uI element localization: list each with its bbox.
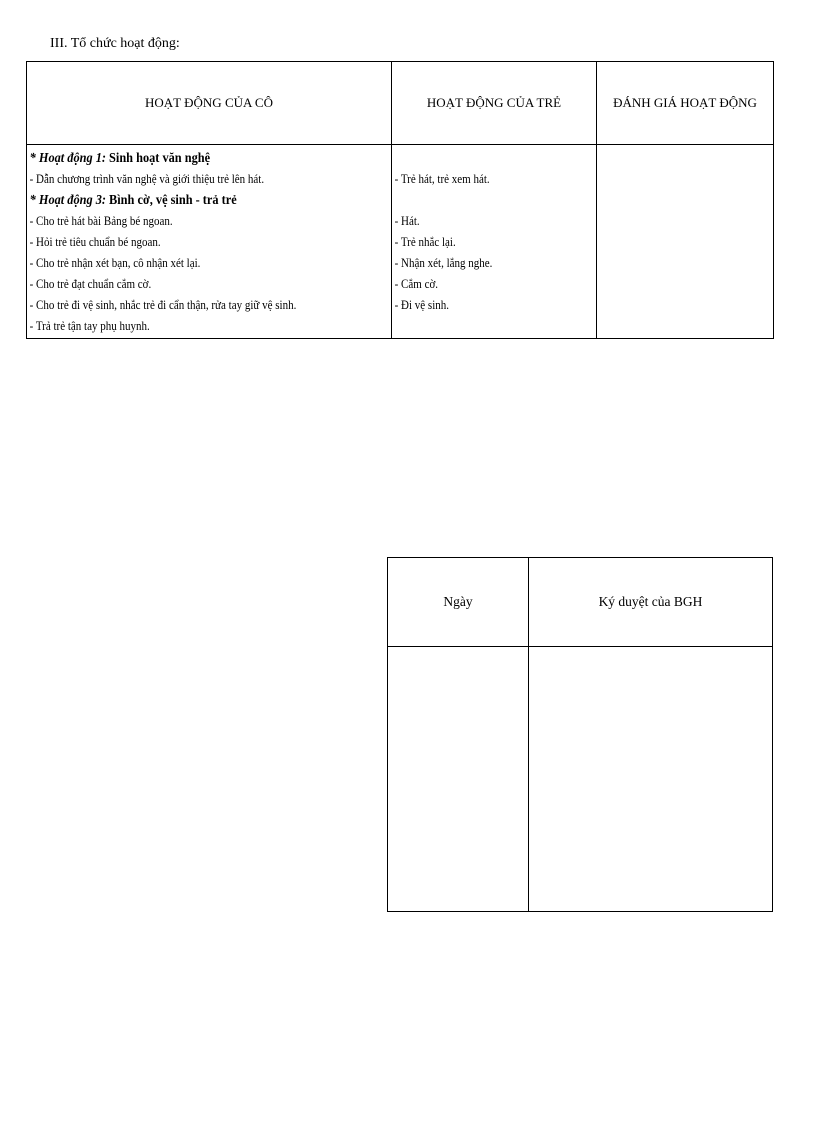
list-item: - Trẻ nhắc lại. — [394, 235, 456, 249]
list-item: - Cho trẻ hát bài Bảng bé ngoan. — [29, 214, 173, 228]
activity-3-label: * Hoạt động 3: — [29, 193, 106, 208]
header-children-activity: HOẠT ĐỘNG CỦA TRẺ — [392, 62, 597, 145]
list-item: - Cho trẻ nhận xét bạn, cô nhận xét lại. — [29, 256, 201, 270]
list-item: - Cho trẻ đi vệ sinh, nhắc trẻ đi cẩn thận, rửa tay giữ vệ sinh. — [29, 298, 297, 312]
header-activity-evaluation: ĐÁNH GIÁ HOẠT ĐỘNG — [597, 62, 774, 145]
list-item: - Nhận xét, lắng nghe. — [394, 256, 493, 270]
table-row — [27, 145, 774, 339]
activity-1-heading — [27, 148, 347, 169]
list-item: - Đi vệ sinh. — [394, 298, 450, 312]
list-item: - Trả trẻ tận tay phụ huynh. — [29, 319, 150, 333]
activity-3-title: Bình cờ, vệ sinh - trả trẻ — [105, 193, 237, 208]
approval-table — [387, 557, 773, 912]
list-item: - Dẫn chương trình văn nghệ và giới thiệu trẻ lên hát. — [29, 172, 265, 186]
list-item: - Cho trẻ đạt chuẩn cắm cờ. — [29, 277, 152, 291]
list-item: - Trẻ hát, trẻ xem hát. — [394, 172, 490, 186]
approval-header-row — [388, 558, 773, 647]
activity-1-label: * Hoạt động 1: — [29, 151, 106, 166]
approval-header: Ký duyệt của BGH — [529, 558, 773, 647]
header-teacher-activity: HOẠT ĐỘNG CỦA CÔ — [27, 62, 392, 145]
children-activity-cell — [392, 145, 597, 339]
list-item: - Cắm cờ. — [394, 277, 439, 291]
list-item: - Hỏi trẻ tiêu chuẩn bé ngoan. — [29, 235, 161, 249]
teacher-activity-cell — [27, 145, 392, 339]
approval-body-row — [388, 647, 773, 912]
evaluation-cell — [597, 145, 774, 339]
signature-cell — [529, 647, 773, 912]
section-title: III. Tổ chức hoạt động: — [50, 36, 180, 51]
activity-3-heading — [27, 190, 347, 211]
date-header: Ngày — [388, 558, 529, 647]
activity-table — [26, 61, 774, 339]
list-item: - Hát. — [394, 214, 420, 228]
table-header-row — [27, 62, 774, 145]
activity-1-title: Sinh hoạt văn nghệ — [105, 151, 211, 166]
date-cell — [388, 647, 529, 912]
